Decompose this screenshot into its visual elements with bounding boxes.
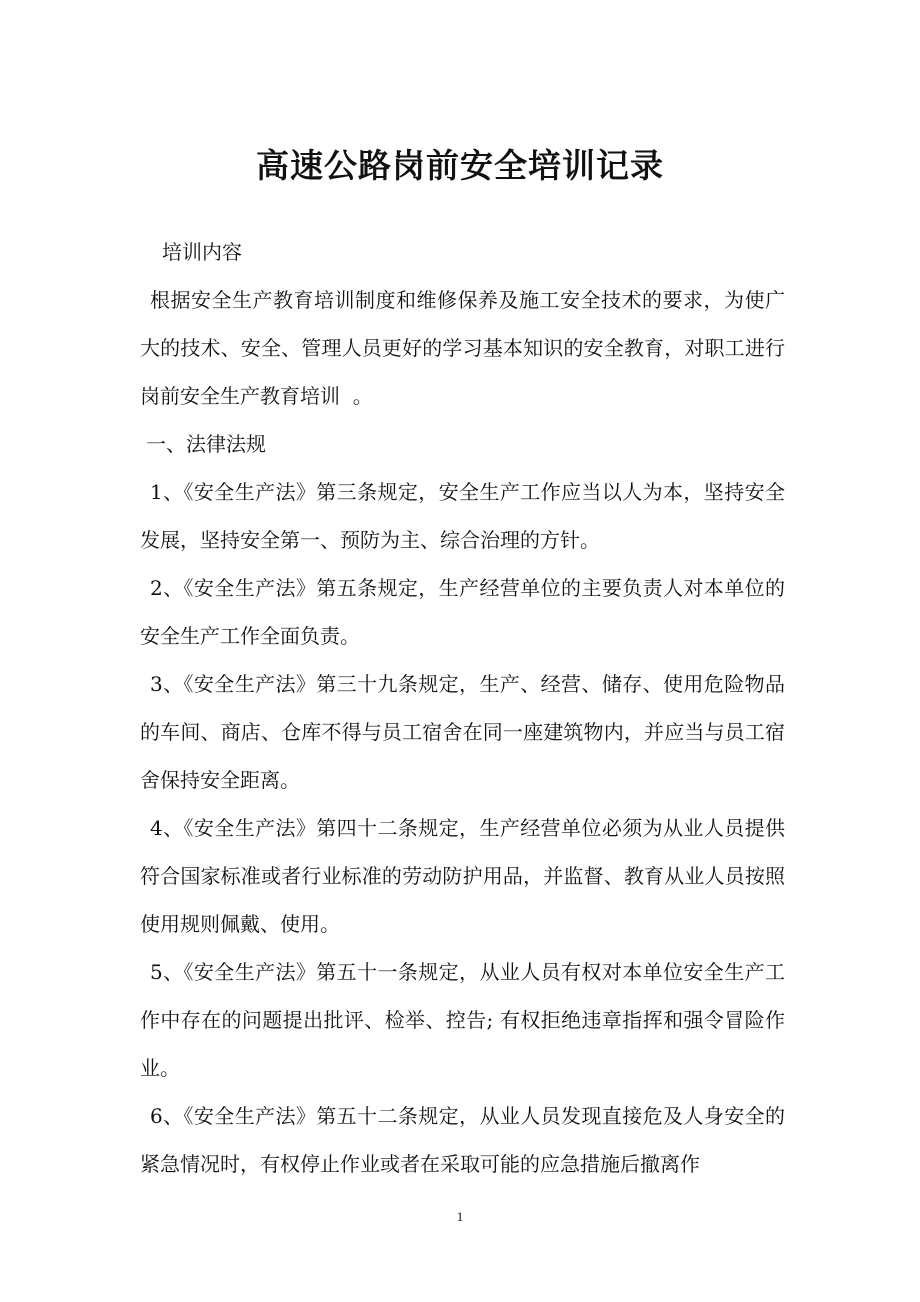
law-item-3: 3、《安全生产法》第三十九条规定，生产、经营、储存、使用危险物品的车间、商店、仓库不得与员工宿舍在同一座建筑物内，并应当与员工宿舍保持安全距离。 [140,672,785,792]
section-one-heading: 一、法律法规 [146,432,266,456]
intro-paragraph: 根据安全生产教育培训制度和维修保养及施工安全技术的要求，为使广大的技术、安全、管理人员更好的学习基本知识的安全教育，对职工进行 岗前安全生产教育培训 。 [140,288,798,408]
law-item-6: 6、《安全生产法》第五十二条规定，从业人员发现直接危及人身安全的紧急情况时，有权停止作业或者在采取可能的应急措施后撤离作 [140,1104,785,1176]
page-number: 1 [456,1209,464,1224]
section-heading: 培训内容 [162,240,242,264]
law-item-4: 4、《安全生产法》第四十二条规定，生产经营单位必须为从业人员提供符合国家标准或者行业标准的劳动防护用品，并监督、教育从业人员按照使用规则佩戴、使用。 [140,816,785,936]
law-item-5: 5、《安全生产法》第五十一条规定，从业人员有权对本单位安全生产工作中存在的问题提出批评、检举、控告; 有权拒绝违章指挥和强令冒险作业。 [140,960,785,1080]
law-item-1: 1、《安全生产法》第三条规定，安全生产工作应当以人为本，坚持安全发展，坚持安全第一、预防为主、综合治理的方针。 [140,480,785,552]
law-item-2: 2、《安全生产法》第五条规定，生产经营单位的主要负责人对本单位的安全生产工作全面负责。 [140,576,785,648]
document-body [140,228,798,1188]
document-title: 高速公路岗前安全培训记录 [256,146,664,185]
